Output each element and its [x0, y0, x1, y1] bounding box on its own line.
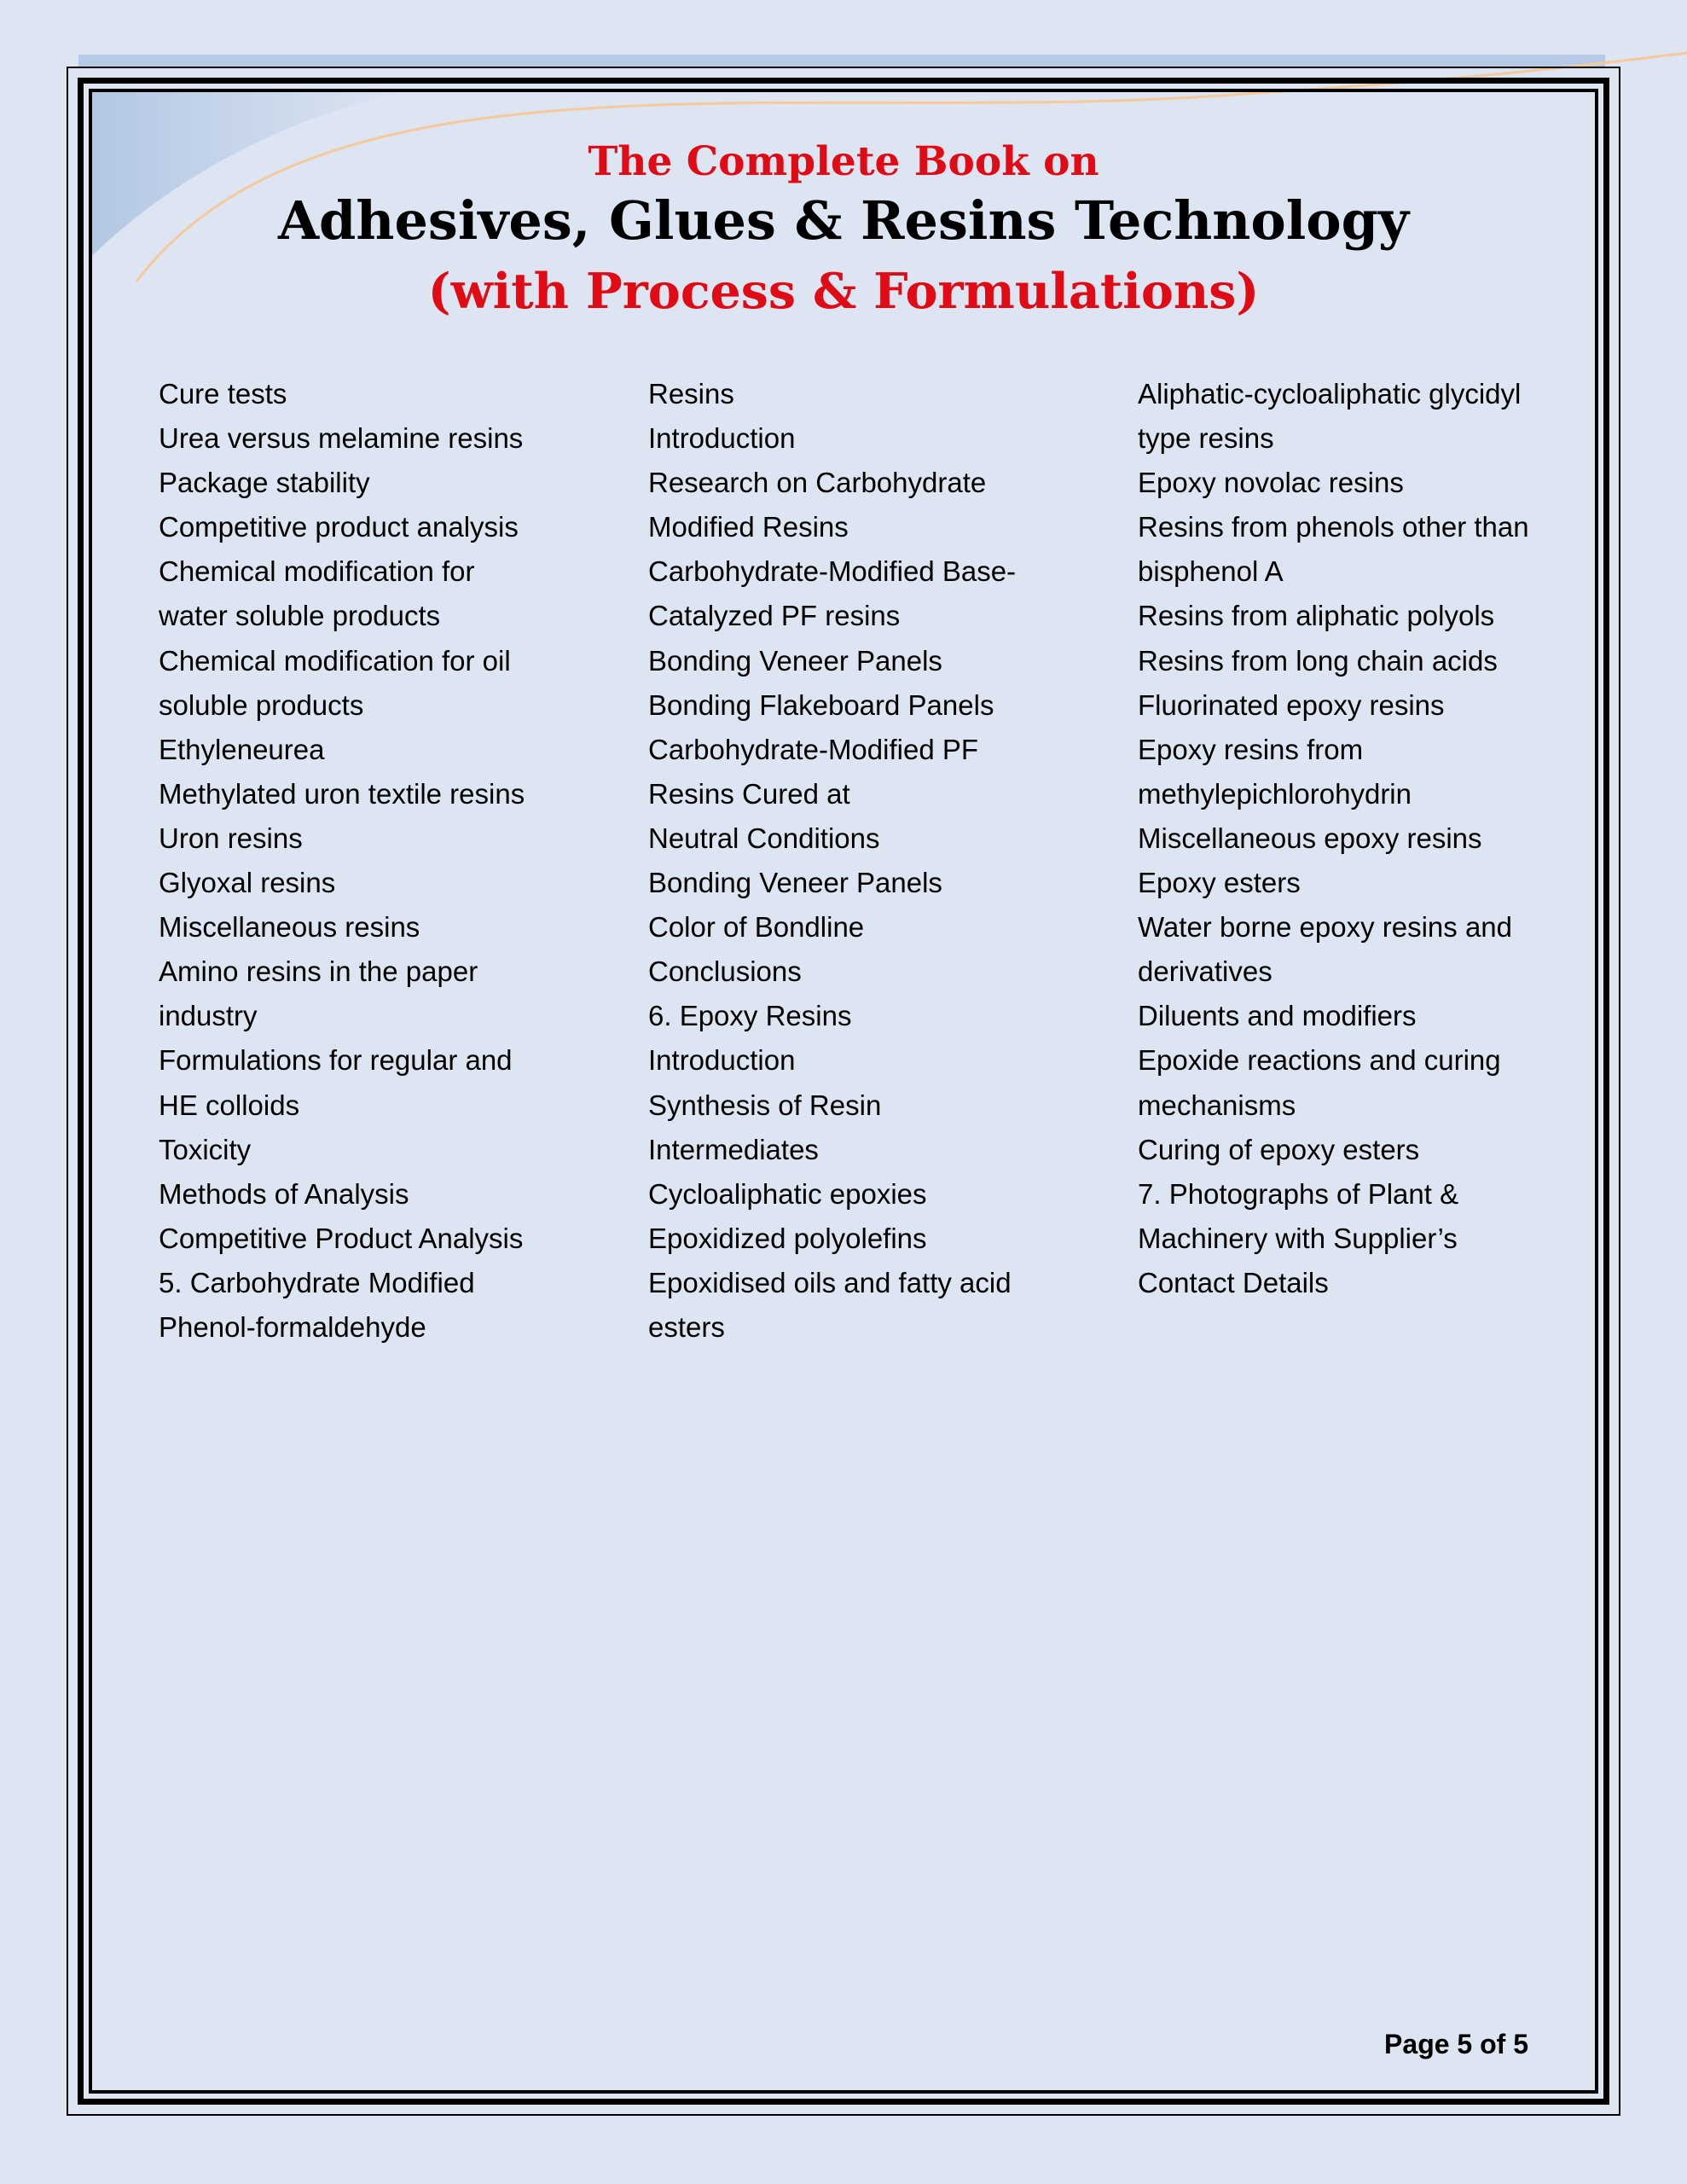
toc-item: 5. Carbohydrate Modified	[159, 1266, 475, 1298]
toc-item: Resins	[648, 378, 734, 410]
toc-item: Epoxidized polyolefins	[648, 1222, 927, 1254]
toc-item: mechanisms	[1138, 1089, 1296, 1121]
toc-item: Chemical modification for	[159, 555, 475, 588]
toc-item: Uron resins	[159, 822, 303, 854]
toc-item: Contact Details	[1138, 1266, 1329, 1298]
toc-item: Color of Bondline	[648, 911, 865, 944]
toc-item: Curing of epoxy esters	[1138, 1133, 1420, 1165]
toc-item: Aliphatic-cycloaliphatic glycidyl	[1138, 378, 1522, 410]
toc-item: Modified Resins	[648, 511, 849, 543]
toc-item: derivatives	[1138, 956, 1272, 988]
toc-item: bisphenol A	[1138, 555, 1284, 588]
book-subtitle: (with Process & Formulations)	[427, 263, 1260, 320]
toc-item: Conclusions	[648, 956, 802, 988]
toc-item: Miscellaneous epoxy resins	[1138, 822, 1482, 854]
toc-item: Bonding Veneer Panels	[648, 644, 942, 677]
top-band	[78, 55, 1605, 67]
toc-item: Bonding Veneer Panels	[648, 867, 942, 899]
toc-item: Formulations for regular and	[159, 1044, 513, 1077]
toc-item: Competitive Product Analysis	[159, 1222, 524, 1254]
toc-item: Resins Cured at	[648, 777, 850, 810]
toc-item: Epoxy esters	[1138, 867, 1301, 899]
toc-item: Package stability	[159, 467, 370, 499]
toc-item: Resins from long chain acids	[1138, 644, 1498, 677]
toc-item: water soluble products	[159, 600, 441, 632]
toc-item: methylepichlorohydrin	[1138, 777, 1412, 810]
toc-item: Methylated uron textile resins	[159, 777, 525, 810]
toc-item: Introduction	[648, 1044, 796, 1077]
toc-item: Carbohydrate-Modified Base-	[648, 555, 1017, 588]
toc-item: Ethyleneurea	[159, 733, 325, 765]
book-title: Adhesives, Glues & Resins Technology	[277, 189, 1410, 252]
toc-item: Miscellaneous resins	[159, 911, 420, 944]
toc-item: Introduction	[648, 422, 796, 455]
toc-item: 6. Epoxy Resins	[648, 1000, 852, 1032]
toc-item: Competitive product analysis	[159, 511, 519, 543]
toc-item: Epoxy novolac resins	[1138, 467, 1404, 499]
toc-item: Resins from phenols other than	[1138, 511, 1529, 543]
contents-column-1	[159, 372, 602, 1350]
toc-item: 7. Photographs of Plant &	[1138, 1177, 1459, 1210]
toc-item: Methods of Analysis	[159, 1177, 409, 1210]
toc-item: Cycloaliphatic epoxies	[648, 1177, 927, 1210]
toc-item: Diluents and modifiers	[1138, 1000, 1417, 1032]
toc-item: Amino resins in the paper	[159, 956, 478, 988]
toc-item: Machinery with Supplier’s	[1138, 1222, 1458, 1254]
contents-column-2	[648, 372, 1092, 1350]
book-title-prefix: The Complete Book on	[588, 138, 1099, 185]
toc-item: Urea versus melamine resins	[159, 422, 524, 455]
toc-item: type resins	[1138, 422, 1274, 455]
toc-item: Epoxy resins from	[1138, 733, 1364, 765]
toc-item: Research on Carbohydrate	[648, 467, 987, 499]
toc-item: industry	[159, 1000, 258, 1032]
toc-item: HE colloids	[159, 1089, 300, 1121]
toc-item: Water borne epoxy resins and	[1138, 911, 1513, 944]
toc-item: Resins from aliphatic polyols	[1138, 600, 1495, 632]
toc-item: Bonding Flakeboard Panels	[648, 688, 994, 721]
toc-item: Fluorinated epoxy resins	[1138, 688, 1445, 721]
contents-column-3	[1138, 372, 1581, 1305]
toc-item: Intermediates	[648, 1133, 819, 1165]
toc-item: soluble products	[159, 688, 364, 721]
toc-item: Cure tests	[159, 378, 287, 410]
toc-item: Glyoxal resins	[159, 867, 336, 899]
toc-item: Carbohydrate-Modified PF	[648, 733, 979, 765]
toc-item: Synthesis of Resin	[648, 1089, 882, 1121]
toc-item: Epoxidised oils and fatty acid	[648, 1266, 1012, 1298]
toc-item: Epoxide reactions and curing	[1138, 1044, 1501, 1077]
toc-item: Neutral Conditions	[648, 822, 880, 854]
page-number: Page 5 of 5	[1384, 2029, 1528, 2059]
toc-item: Phenol-formaldehyde	[159, 1310, 426, 1343]
toc-item: Catalyzed PF resins	[648, 600, 901, 632]
toc-item: Toxicity	[159, 1133, 252, 1165]
toc-item: Chemical modification for oil	[159, 644, 511, 677]
toc-item: esters	[648, 1310, 725, 1343]
